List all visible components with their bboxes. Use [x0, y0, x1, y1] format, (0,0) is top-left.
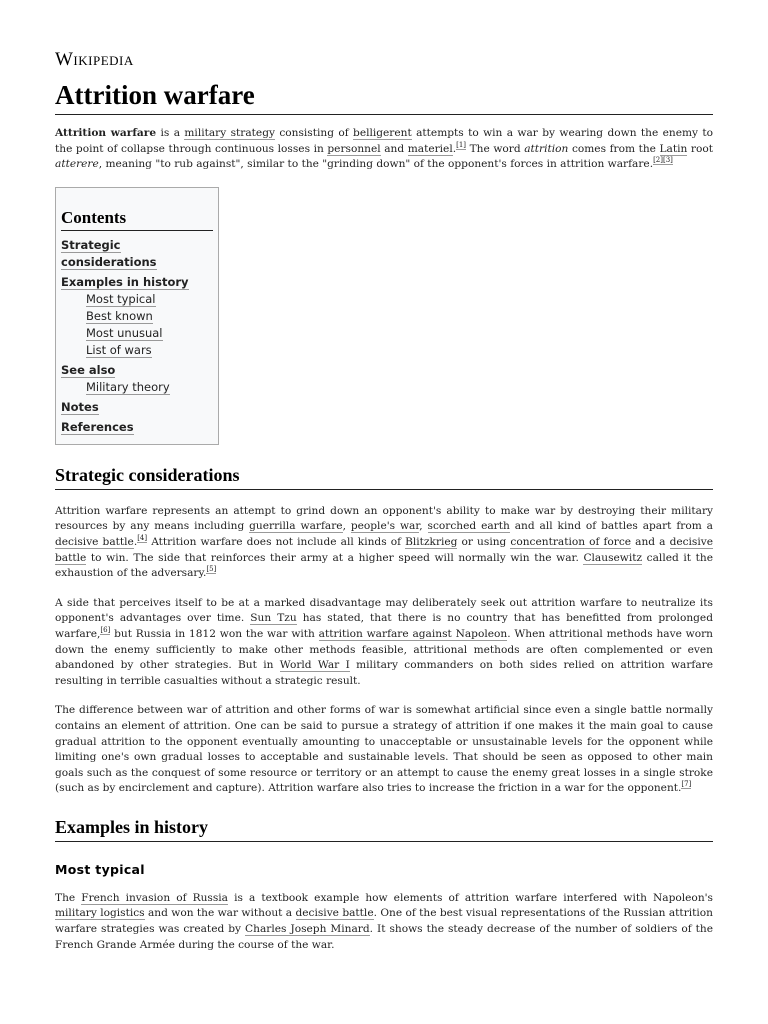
text: . One of the best visual representations of the Russian attrition warfare strategies was created by — [55, 907, 713, 936]
table-of-contents — [55, 187, 219, 445]
text: , meaning "to rub against", similar to the "grinding down" of the opponent's forces in attrition warfare. — [98, 158, 654, 171]
toc-subitem-most-unusual[interactable] — [61, 325, 213, 342]
toc-label: List of wars — [86, 342, 152, 357]
text: . — [133, 535, 138, 548]
link-personnel[interactable]: personnel — [327, 142, 381, 155]
link-attrition-against-napoleon[interactable]: attrition warfare against Napoleon — [318, 627, 508, 640]
toc-title: Contents — [61, 208, 213, 231]
text: . When attritional methods have worn down the enemy sufficiently to make other methods feasible, attritional methods are often complemented or even abandoned by other strategies. But in — [55, 627, 713, 672]
text: has stated, that there is no country that has benefitted from prolonged warfare, — [55, 612, 713, 640]
text: is a — [156, 127, 185, 139]
logo-text: Wikipedia — [55, 49, 134, 70]
link-world-war-i[interactable]: World War I — [279, 659, 350, 672]
toc-item-notes[interactable] — [61, 399, 213, 416]
link-materiel[interactable]: materiel — [407, 142, 453, 155]
text: A side that perceives itself to be at a marked disadvantage may deliberately seek out attrition warfare to neutralize its opponent's advantages over time. — [55, 596, 713, 625]
ref-link[interactable]: [6] — [100, 625, 111, 634]
link-decisive-battle-3[interactable]: decisive battle — [295, 907, 374, 920]
reference-5[interactable] — [206, 565, 216, 574]
link-military-strategy[interactable]: military strategy — [184, 127, 275, 139]
link-latin[interactable]: Latin — [659, 142, 688, 155]
link-french-invasion-of-russia[interactable]: French invasion of Russia — [81, 891, 228, 904]
toc-subitem-military-theory[interactable] — [61, 379, 213, 396]
toc-label: Most typical — [86, 291, 156, 306]
ref-link[interactable]: [4] — [137, 533, 148, 542]
toc-label: Most unusual — [86, 325, 163, 340]
link-belligerent[interactable]: belligerent — [353, 127, 412, 139]
text: The word — [466, 142, 525, 155]
text: , — [342, 520, 351, 533]
text: and won the war without a — [144, 907, 296, 920]
link-scorched-earth[interactable]: scorched earth — [427, 520, 510, 533]
strategic-paragraph-2 — [55, 596, 713, 690]
reference-2[interactable] — [653, 156, 663, 165]
link-decisive-battle[interactable]: decisive battle — [55, 535, 134, 548]
section-heading-strategic: Strategic considerations — [55, 465, 713, 490]
text: to win. The side that reinforces their army at a higher speed will normally win the war. — [86, 551, 584, 564]
ref-link[interactable]: [1] — [456, 140, 467, 149]
text: root — [687, 142, 714, 155]
toc-label: Notes — [61, 399, 99, 414]
toc-label: See also — [61, 362, 116, 377]
ref-link[interactable]: [3] — [662, 156, 673, 165]
text: or using — [457, 535, 511, 548]
toc-subitem-list-of-wars[interactable] — [61, 342, 213, 359]
page-title: Attrition warfare — [55, 78, 713, 115]
text: and a — [631, 535, 670, 548]
bold-term: Attrition warfare — [55, 127, 157, 139]
ref-link[interactable]: [7] — [681, 780, 692, 789]
toc-list — [61, 237, 213, 436]
strategic-paragraph-3 — [55, 703, 713, 797]
text: Attrition warfare does not include all kinds of — [147, 535, 406, 548]
link-blitzkrieg[interactable]: Blitzkrieg — [405, 535, 458, 548]
text: . It shows the steady decrease of the number of soldiers of the French Grande Armée during the course of the war. — [55, 923, 714, 951]
ref-link[interactable]: [2] — [653, 156, 663, 165]
ref-link[interactable]: [5] — [206, 565, 217, 574]
text: comes from the — [568, 142, 660, 155]
toc-subitem-most-typical[interactable] — [61, 291, 213, 308]
reference-3[interactable] — [663, 156, 673, 165]
text: attempts to win a war by wearing down the enemy to the point of collapse through continuous losses in — [55, 127, 714, 155]
toc-label: Best known — [86, 308, 153, 323]
section-heading-examples: Examples in history — [55, 817, 713, 842]
toc-subitem-best-known[interactable] — [61, 308, 213, 325]
toc-item-references[interactable] — [61, 419, 213, 436]
link-military-logistics[interactable]: military logistics — [55, 907, 145, 920]
reference-6[interactable] — [100, 626, 110, 635]
text: and — [380, 142, 408, 155]
text: consisting of — [274, 127, 354, 139]
toc-label: References — [61, 419, 134, 434]
toc-item-strategic-considerations[interactable] — [61, 237, 213, 271]
link-guerrilla-warfare[interactable]: guerrilla warfare — [249, 520, 343, 533]
toc-label: Military theory — [86, 379, 170, 394]
text: Attrition warfare represents an attempt to grind down an opponent's ability to make war by destroying their military resources by any means including — [55, 504, 713, 533]
text: called it the exhaustion of the adversary. — [55, 551, 713, 580]
link-peoples-war[interactable]: people's war — [350, 520, 420, 533]
strategic-paragraph-1 — [55, 504, 713, 582]
italic-atterere: atterere — [55, 158, 99, 171]
italic-attrition: attrition — [524, 142, 569, 155]
text: The difference between war of attrition and other forms of war is somewhat artificial since even a single battle normally contains an element of attrition. One can be said to pursue a strategy of attrition if one makes it the main goal to cause gradual attrition to the opponent eventually amounting to unacceptable or unsustainable levels for the opponent while limiting one's own gradual losses to acceptable and sustainable levels. That should be seen as opposed to other main goals such as the conquest of some resource or territory or an attempt to cause the enemy great losses in a single stroke (such as by encirclement and capture). Attrition warfare also tries to increase the friction in a war for the opponent. — [55, 704, 713, 795]
text: military commanders on both sides relied on attrition warfare resulting in terrible casualties without a strategic result. — [55, 659, 713, 687]
toc-item-examples-in-history[interactable] — [61, 274, 213, 291]
text: The — [55, 891, 82, 904]
text: and all kind of battles apart from a — [509, 520, 713, 533]
article-body — [55, 126, 713, 967]
link-sun-tzu[interactable]: Sun Tzu — [250, 612, 297, 625]
link-clausewitz[interactable]: Clausewitz — [583, 551, 643, 564]
reference-7[interactable] — [681, 780, 691, 789]
reference-1[interactable] — [456, 141, 466, 150]
subsection-heading-most-typical: Most typical — [55, 861, 145, 877]
link-decisive-battle-2[interactable]: decisive battle — [55, 535, 714, 564]
examples-paragraph-1 — [55, 891, 713, 953]
wikipedia-logo[interactable] — [55, 49, 134, 71]
link-charles-joseph-minard[interactable]: Charles Joseph Minard — [245, 923, 370, 936]
toc-label: Examples in history — [61, 274, 189, 289]
text: , — [419, 520, 428, 533]
text: but Russia in 1812 won the war with — [110, 627, 319, 640]
toc-item-see-also[interactable] — [61, 362, 213, 379]
toc-label: Strategic considerations — [61, 237, 157, 269]
reference-4[interactable] — [137, 534, 147, 543]
link-concentration-of-force[interactable]: concentration of force — [510, 535, 632, 548]
intro-paragraph: Attrition warfare is a military strategy consisting of belligerent attempts to win a war by wearing down the enemy to the point of collapse through continuous losses in personnel and materiel.[1] The word attrition comes from the Latin root atterere, meaning "to rub against", similar to the "grinding down" of the opponent's forces in attrition warfare.[2][3] — [55, 127, 714, 171]
text: is a textbook example how elements of attrition warfare interfered with Napoleon's — [227, 891, 713, 904]
